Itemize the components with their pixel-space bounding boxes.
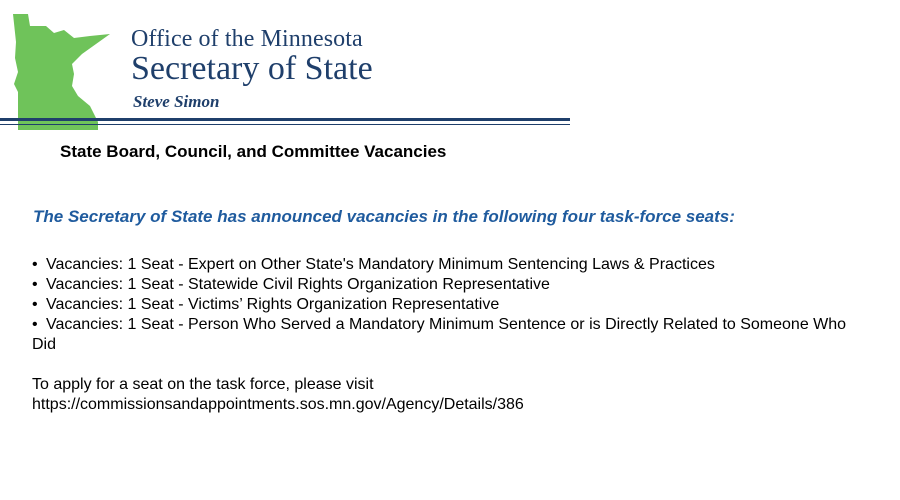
vacancy-text: Vacancies: 1 Seat - Statewide Civil Rights Organization Representative <box>46 276 550 293</box>
intro-heading: The Secretary of State has announced vacancies in the following four task-force seats: <box>33 207 735 226</box>
vacancy-text: Vacancies: 1 Seat - Person Who Served a Mandatory Minimum Sentence or is Directly Related to Someone Who Did <box>32 316 847 353</box>
bullet-icon: • <box>32 276 38 293</box>
vacancy-item <box>32 315 872 355</box>
header-divider <box>0 118 570 121</box>
bullet-icon: • <box>32 256 38 273</box>
vacancy-text: Vacancies: 1 Seat - Victims’ Rights Organization Representative <box>46 296 500 313</box>
org-name-line1: Office of the Minnesota <box>131 26 363 52</box>
vacancy-item <box>32 275 872 295</box>
bullet-icon: • <box>32 316 38 333</box>
org-name-line2: Secretary of State <box>131 50 373 87</box>
section-title: State Board, Council, and Committee Vacancies <box>60 142 447 161</box>
minnesota-state-map-icon <box>10 14 110 130</box>
header-divider-thin <box>0 124 570 125</box>
vacancy-item <box>32 295 872 315</box>
vacancy-item <box>32 255 872 275</box>
official-name: Steve Simon <box>133 92 220 111</box>
apply-text: To apply for a seat on the task force, please visit <box>32 376 374 393</box>
page-header <box>0 0 580 140</box>
vacancy-list <box>32 255 872 355</box>
vacancy-text: Vacancies: 1 Seat - Expert on Other State's Mandatory Minimum Sentencing Laws & Practices <box>46 256 715 273</box>
bullet-icon: • <box>32 296 38 313</box>
apply-instructions <box>32 375 872 415</box>
apply-link[interactable]: https://commissionsandappointments.sos.mn.gov/Agency/Details/386 <box>32 396 524 413</box>
